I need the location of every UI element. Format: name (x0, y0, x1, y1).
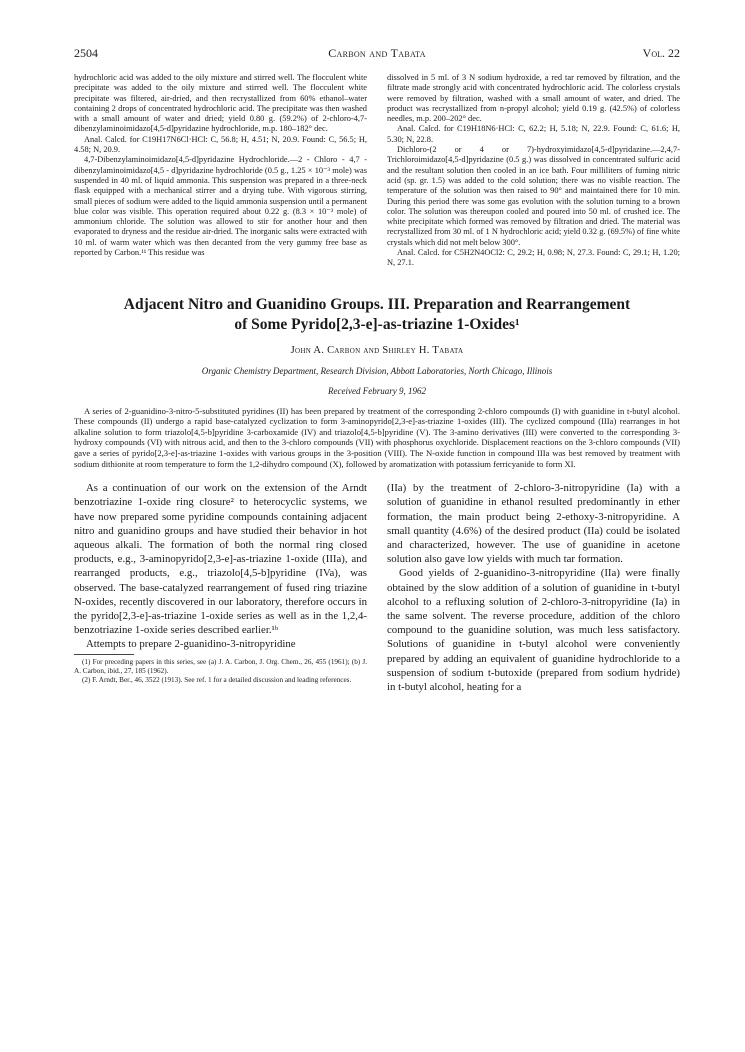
title-line: of Some Pyrido[2,3-e]-as-triazine 1-Oxides¹ (234, 315, 520, 333)
article-body (74, 481, 680, 694)
volume-label: Vol. 22 (642, 46, 680, 60)
paragraph: Dichloro-(2 or 4 or 7)-hydroxyimidazo[4,5-d]pyridazine.—2,4,7-Trichloroimidazo[4,5-d]pyridazine (0.5 g.) was dissolved in concentrated sulfuric acid and the resultant solution then cooled in an ice bath. Four milliliters of fuming nitric acid (sp. gr. 1.5) was added to the cold solution; there was no visible reaction. The temperature of the solution was then raised to 90° and maintained there for 10 min. During this period there was some gas evolution with the solution turning to a brown color. The solution was thereupon cooled and poured into 50 ml. of crushed ice. The white precipitate which formed was removed by filtration and dried. The material was recrystallized from 30 ml. of 1 N hydrochloric acid; yield 0.32 g. (69.5%) of fine white crystals which did not melt below 300°. (387, 145, 680, 247)
footnote: (2) F. Arndt, Ber., 46, 3522 (1913). See ref. 1 for a detailed discussion and leading references. (82, 675, 352, 684)
analysis-paragraph: Anal. Calcd. for C5H2N4OCl2: C, 29.2; H, 0.98; N, 27.3. Found: C, 29.1; H, 1.20; N, 27.1. (387, 248, 680, 268)
paragraph: Good yields of 2-guanidino-3-nitropyridine (IIa) were finally obtained by the slow addition of a solution of guanidine in t-butyl alcohol to a refluxing solution of 2-chloro-3-nitropyridine (Ia) in the same solvent. The reverse procedure, addition of the chloro compound to the guanidine solution, was much less satisfactory. Solutions of guanidine in t-butyl alcohol were conveniently prepared by adding an equivalent of guanidine hydrochloride to a suspension of sodium t-butoxide (prepared from sodium hydride) in t-butyl alcohol, heating for a (387, 567, 680, 694)
affiliation: Organic Chemistry Department, Research Division, Abbott Laboratories, North Chicago, Illinois (201, 365, 553, 376)
paragraph: Attempts to prepare 2-guanidino-3-nitropyridine (86, 638, 296, 651)
experimental-left-column (74, 73, 367, 269)
paragraph: As a continuation of our work on the extension of the Arndt benzotriazine 1-oxide ring closure² to heterocyclic systems, we have now prepared some pyridine compounds containing adjacent nitro and guanidino groups and have studied their behavior in hot aqueous alkali. The formation of both the normal ring closed products, e.g., 3-aminopyrido[2,3-e]-as-triazine 1-oxide (IIIa), and rearranged products, e.g., triazolo[4,5-b]pyridine (IVa), was observed. The base-catalyzed rearrangement of fused ring triazine N-oxides, recently discovered in our laboratory, therefore occurs in the pyrido[2,3-e]-as-triazine 1-oxide series as well as in the 1,2,4-benzotriazine 1-oxide series described earlier.¹ᵇ (74, 482, 367, 637)
page-number: 2504 (74, 46, 98, 60)
footnote-divider (74, 654, 134, 655)
article-title (74, 295, 680, 335)
authors: John A. Carbon and Shirley H. Tabata (290, 344, 464, 356)
body-right-column (387, 481, 680, 694)
experimental-section (74, 73, 680, 269)
journal-page (74, 46, 680, 694)
page-header (74, 46, 680, 64)
experimental-right-column (387, 73, 680, 269)
paragraph: hydrochloric acid was added to the oily mixture and stirred well. The flocculent white precipitate was added to the oily mixture and stirred well. The flocculent white precipitate was filtered, air-dried, and then recrystallized from 60% ethanol–water containing 2 drops of concentrated hydrochloric acid. The precipitate was then washed with a small amount of water and dried; yield 0.80 g. (59.2%) of 2-chloro-4,7-dibenzylaminoimidazo[4,5-d]pyridazine hydrochloride, m.p. 180–182° dec. (74, 73, 367, 134)
analysis-paragraph: Anal. Calcd. for C19H17N6Cl·HCl: C, 56.8; H, 4.51; N, 20.9. Found: C, 56.5; H, 4.58; N, 20.9. (74, 134, 367, 155)
footnotes (74, 658, 367, 685)
body-left-column (74, 481, 367, 694)
paragraph: 4,7-Dibenzylaminoimidazo[4,5-d]pyridazine Hydrochloride.—2 - Chloro - 4,7 - dibenzylaminoimidazo[4,5 - d]pyridazine hydrochloride (0.5 g., 1.25 × 10⁻³ mole) was suspended in 40 ml. of liquid ammonia. This suspension was prepared in a three-neck flask equipped with a mechanical stirrer and a drying tube. With vigorous stirring, small pieces of sodium were added to the liquid ammonia suspension until a permanent blue color was visible. This operation required about 0.22 g. (8.3 × 10⁻³ mole) of ammonium chloride. The solution was allowed to stir for another hour and then evaporated to dryness and the residue air-dried. The inorganic salts were extracted with 10 ml. of warm water which was then decanted from the very gummy free base as reported by Carbon.¹¹ This residue was (74, 155, 367, 258)
title-line: Adjacent Nitro and Guanidino Groups. III. Preparation and Rearrangement (123, 295, 631, 313)
running-title: Carbon and Tabata (328, 46, 426, 60)
analysis-paragraph: Anal. Calcd. for C19H18N6·HCl: C, 62.2; H, 5.18; N, 22.9. Found: C, 61.6; H, 5.30; N, 22.8. (387, 124, 680, 144)
received-date: Received February 9, 1962 (328, 385, 426, 396)
paragraph: (IIa) by the treatment of 2-chloro-3-nitropyridine (Ia) with a solution of guanidine in ethanol resulted predominantly in ether formation, the main product being 2-ethoxy-3-nitropyridine. A small quantity (4.6%) of the desired product (IIa) could be isolated and characterized, however. The use of guanidine in acetone solution also gave low yields with much tar formation. (387, 482, 680, 566)
paragraph: dissolved in 5 ml. of 3 N sodium hydroxide, a red tar removed by filtration, and the filtrate made strongly acid with concentrated hydrochloric acid. The colorless crystals were removed by filtration, washed with a small amount of water, and dried. The product was recrystallized from n-propyl alcohol; yield 0.19 g. (42.5%) of colorless needles, m.p. 200–202° dec. (387, 73, 680, 124)
abstract: A series of 2-guanidino-3-nitro-5-substituted pyridines (II) has been prepared by treatment of the corresponding 2-chloro compounds (I) with guanidine in t-butyl alcohol. These compounds (II) undergo a rapid base-catalyzed cyclization to form 3-aminopyrido[2,3-e]-as-triazine 1-oxides (III). The cyclized compound (IIIa) rearranges in hot alkaline solution to form triazolo[4,5-b]pyridine 3-carboxamide (IV) and triazolo[4,5-b]pyridine (V). The 3-amino derivatives (III) were converted to the corresponding 3-hydroxy compounds (VI) with nitrous acid, and then to the 3-chloro compounds (VII) with phosphorus oxychloride. Displacement reactions on the 3-chloro compounds (VII) gave a series of pyrido[2,3-e]-as-triazine 1-oxides with various groups in the 3-position (VIII). The N-oxide function in compound IIIa was best removed by treatment with sodium dithionite at room temperature to form the 1,2-dihydro compound (X), followed by aromatization with potassium ferricyanide to form XI. (74, 405, 680, 469)
footnote: (1) For preceding papers in this series, see (a) J. A. Carbon, J. Org. Chem., 26, 455 (1961); (b) J. A. Carbon, ibid., 27, 185 (1962). (74, 657, 367, 675)
